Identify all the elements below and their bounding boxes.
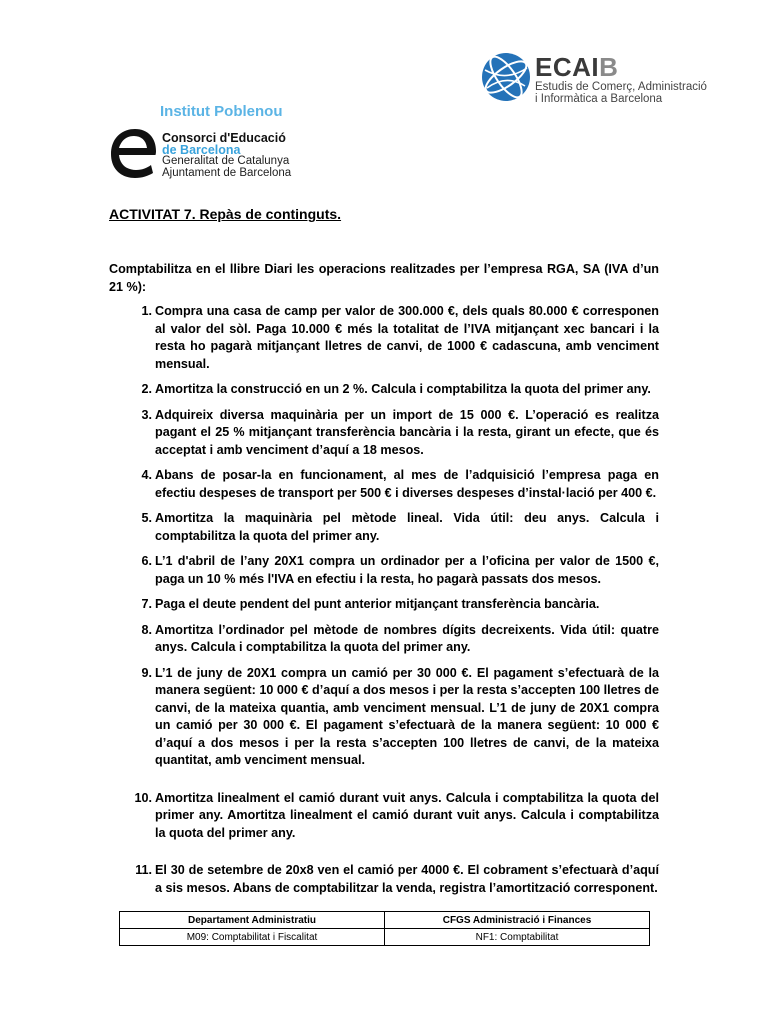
item-number: 5. xyxy=(141,511,152,525)
ecaib-subtitle: Estudis de Comerç, Administració i Informàtica a Barcelona xyxy=(535,81,707,105)
intro-paragraph: Comptabilitza en el llibre Diari les operacions realitzades per l’empresa RGA, SA (IVA d’un 21 %): xyxy=(109,262,659,294)
item-text: L’1 d'abril de l’any 20X1 compra un ordinador per a l’oficina per valor de 1500 €, paga un 10 % més l'IVA en efectiu i la resta, ho pagarà passats dos mesos. xyxy=(155,554,659,586)
list-item xyxy=(109,596,659,614)
table-cell: Departament Administratiu xyxy=(120,912,385,929)
list-item xyxy=(109,862,659,897)
ecaib-logo xyxy=(481,52,751,104)
item-text: El 30 de setembre de 20x8 ven el camió per 4000 €. El cobrament s’efectuarà d’aquí a sis mesos. Abans de comptabilitzar la venda, registra l’amortització corresponent. xyxy=(155,863,659,895)
item-text: L’1 de juny de 20X1 compra un camió per 30 000 €. El pagament s’efectuarà de la manera següent: 10 000 € d’aquí a dos mesos i per la resta s’accepten 100 lletres de canvi, de la mateixa quantia, amb venciment mensual. L’1 de juny de 20X1 compra un camió per 30 000 €. El pagament s’efectuarà de la manera següent: 10 000 € d’aquí a dos mesos i per la resta s’accepten 100 lletres de canvi, de la mateixa quantitat, amb venciment mensual. xyxy=(155,665,659,767)
list-item xyxy=(109,303,659,373)
list-item xyxy=(109,622,659,657)
item-number: 10. xyxy=(134,790,152,805)
consorci-e-icon xyxy=(110,127,158,179)
item-text: Compra una casa de camp per valor de 300.000 €, dels quals 80.000 € corresponen al valor del sòl. Paga 10.000 € més la totalitat de l’IVA mitjançant xec bancari i la resta ho pagarà mitjançant lletres de canvi, de 1000 € cadascuna, amb venciment mensual. xyxy=(155,304,659,371)
item-text: Paga el deute pendent del punt anterior mitjançant transferència bancària. xyxy=(155,597,600,611)
activity-title: ACTIVITAT 7. Repàs de continguts. xyxy=(109,206,342,222)
item-number: 3. xyxy=(141,407,152,422)
item-number: 4. xyxy=(141,468,152,482)
item-number: 11. xyxy=(135,863,152,877)
activities-list xyxy=(109,303,659,897)
table-row xyxy=(120,929,650,946)
item-text: Adquireix diversa maquinària per un import de 15 000 €. L’operació es realitza pagant el 25 % mitjançant transferència bancària i la resta, girant un efecte, que és acceptat i amb venciment d’aquí a 18 mesos. xyxy=(155,407,659,457)
list-item xyxy=(109,790,659,843)
item-number: 9. xyxy=(141,665,152,680)
item-number: 8. xyxy=(141,622,152,637)
ecaib-brand: ECAIB xyxy=(535,52,619,82)
footer-table xyxy=(119,911,650,946)
item-number: 1. xyxy=(141,304,152,318)
table-row xyxy=(120,912,650,929)
list-item xyxy=(109,553,659,588)
list-item xyxy=(109,407,659,460)
globe-icon xyxy=(481,52,531,102)
item-text: Amortitza la construcció en un 2 %. Calcula i comptabilitza la quota del primer any. xyxy=(155,382,651,396)
table-cell: M09: Comptabilitat i Fiscalitat xyxy=(120,929,385,946)
table-cell: CFGS Administració i Finances xyxy=(385,912,650,929)
list-item xyxy=(109,665,659,770)
item-text: Amortitza l’ordinador pel mètode de nombres dígits decreixents. Vida útil: quatre anys. Calcula i comptabilitza la quota del primer any. xyxy=(155,622,659,654)
consorci-text: Consorci d'Educació de Barcelona Generalitat de Catalunya Ajuntament de Barcelona xyxy=(162,131,292,179)
institut-name: Institut Poblenou xyxy=(160,103,283,120)
item-text: Amortitza linealment el camió durant vuit anys. Calcula i comptabilitza la quota del primer any. Amortitza linealment el camió durant vuit anys. Calcula i comptabilitza la quota del primer any. xyxy=(155,790,659,840)
list-item xyxy=(109,381,659,399)
item-text: Abans de posar-la en funcionament, al mes de l’adquisició l’empresa paga en efectiu despeses de transport per 500 € i diverses despeses d’instal·lació per 400 €. xyxy=(155,468,659,500)
item-number: 2. xyxy=(141,382,152,396)
item-text: Amortitza la maquinària pel mètode lineal. Vida útil: deu anys. Calcula i comptabilitza la quota del primer any. xyxy=(155,511,659,543)
list-item xyxy=(109,510,659,545)
list-item xyxy=(109,467,659,502)
table-cell: NF1: Comptabilitat xyxy=(385,929,650,946)
item-number: 6. xyxy=(141,554,152,568)
item-number: 7. xyxy=(141,597,152,611)
